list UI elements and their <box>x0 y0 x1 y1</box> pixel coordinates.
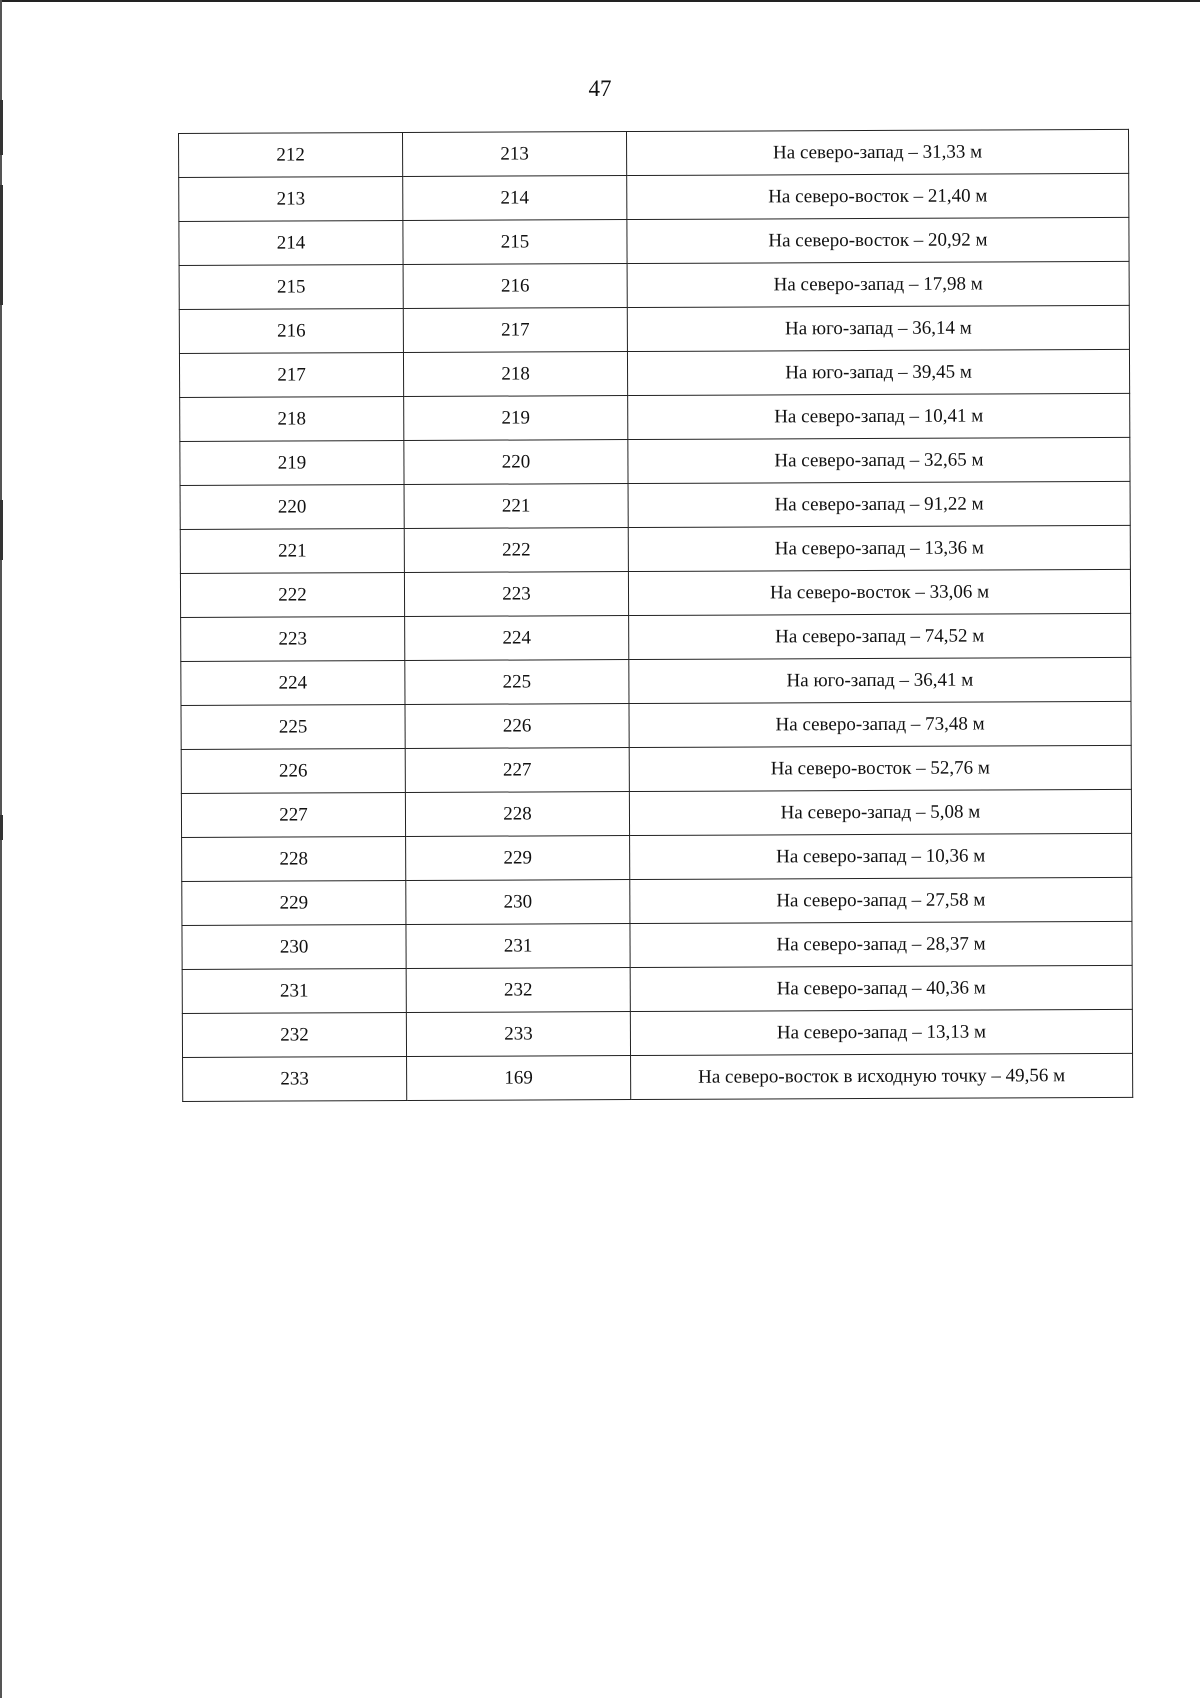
scan-mark <box>0 100 3 155</box>
to-point-cell: 221 <box>404 484 628 529</box>
scan-mark <box>0 500 3 560</box>
segment-description-cell: На северо-запад – 28,37 м <box>630 921 1132 967</box>
to-point-cell: 226 <box>405 704 629 749</box>
table-row <box>180 437 1130 485</box>
scan-mark <box>0 185 3 305</box>
table-row <box>180 393 1130 441</box>
table-row <box>181 789 1131 837</box>
to-point-cell: 216 <box>403 264 627 309</box>
to-point-cell: 219 <box>404 396 628 441</box>
from-point-cell: 226 <box>181 749 405 794</box>
from-point-cell: 223 <box>181 617 405 662</box>
to-point-cell: 169 <box>407 1056 631 1101</box>
segment-description-cell: На юго-запад – 36,14 м <box>627 305 1129 351</box>
table-row <box>179 129 1129 177</box>
segment-description-cell: На северо-запад – 27,58 м <box>630 877 1132 923</box>
table-row <box>182 1009 1132 1057</box>
segment-description-cell: На северо-восток – 20,92 м <box>627 217 1129 263</box>
from-point-cell: 231 <box>182 969 406 1014</box>
segment-description-cell: На северо-запад – 73,48 м <box>629 701 1131 747</box>
table-row <box>181 745 1131 793</box>
to-point-cell: 218 <box>403 352 627 397</box>
table-row <box>182 877 1132 925</box>
to-point-cell: 217 <box>403 308 627 353</box>
table-body <box>179 129 1133 1101</box>
segment-description-cell: На северо-восток – 52,76 м <box>629 745 1131 791</box>
table-row <box>182 965 1132 1013</box>
segment-description-cell: На северо-запад – 40,36 м <box>630 965 1132 1011</box>
from-point-cell: 228 <box>182 837 406 882</box>
from-point-cell: 233 <box>183 1057 407 1102</box>
from-point-cell: 217 <box>179 353 403 398</box>
segment-description-cell: На северо-запад – 17,98 м <box>627 261 1129 307</box>
segment-description-cell: На северо-запад – 5,08 м <box>629 789 1131 835</box>
segment-description-cell: На северо-запад – 13,36 м <box>628 525 1130 571</box>
table-row <box>181 657 1131 705</box>
to-point-cell: 232 <box>406 968 630 1013</box>
table-row <box>182 833 1132 881</box>
from-point-cell: 213 <box>179 177 403 222</box>
to-point-cell: 214 <box>403 176 627 221</box>
segment-description-cell: На северо-запад – 10,36 м <box>630 833 1132 879</box>
to-point-cell: 233 <box>406 1012 630 1057</box>
boundary-segments-table <box>178 129 1133 1102</box>
from-point-cell: 227 <box>181 793 405 838</box>
segment-description-cell: На юго-запад – 39,45 м <box>627 349 1129 395</box>
table-row <box>180 525 1130 573</box>
scan-edge-top <box>0 0 1200 2</box>
from-point-cell: 230 <box>182 925 406 970</box>
segment-description-cell: На северо-запад – 10,41 м <box>628 393 1130 439</box>
table-row <box>181 613 1131 661</box>
table-row <box>179 173 1129 221</box>
from-point-cell: 225 <box>181 705 405 750</box>
page-number: 47 <box>588 76 612 101</box>
to-point-cell: 228 <box>405 792 629 837</box>
from-point-cell: 222 <box>180 573 404 618</box>
to-point-cell: 220 <box>404 440 628 485</box>
segment-description-cell: На северо-восток в исходную точку – 49,56 м <box>631 1053 1133 1099</box>
from-point-cell: 219 <box>180 441 404 486</box>
table-row <box>183 1053 1133 1101</box>
table-row <box>180 481 1130 529</box>
segment-description-cell: На северо-запад – 32,65 м <box>628 437 1130 483</box>
table-row <box>179 349 1129 397</box>
table-row <box>179 261 1129 309</box>
segment-description-cell: На северо-восток – 21,40 м <box>627 173 1129 219</box>
to-point-cell: 224 <box>405 616 629 661</box>
table-row <box>181 701 1131 749</box>
to-point-cell: 227 <box>405 748 629 793</box>
from-point-cell: 220 <box>180 485 404 530</box>
to-point-cell: 215 <box>403 220 627 265</box>
to-point-cell: 223 <box>404 572 628 617</box>
scan-mark <box>0 815 3 840</box>
from-point-cell: 212 <box>179 133 403 178</box>
table-row <box>180 569 1130 617</box>
to-point-cell: 213 <box>403 132 627 177</box>
from-point-cell: 216 <box>179 309 403 354</box>
segment-description-cell: На северо-запад – 31,33 м <box>626 129 1128 175</box>
from-point-cell: 221 <box>180 529 404 574</box>
to-point-cell: 230 <box>406 880 630 925</box>
from-point-cell: 229 <box>182 881 406 926</box>
from-point-cell: 214 <box>179 221 403 266</box>
segment-description-cell: На северо-запад – 13,13 м <box>630 1009 1132 1055</box>
from-point-cell: 232 <box>182 1013 406 1058</box>
to-point-cell: 229 <box>406 836 630 881</box>
segment-description-cell: На северо-запад – 91,22 м <box>628 481 1130 527</box>
from-point-cell: 218 <box>180 397 404 442</box>
segment-description-cell: На северо-восток – 33,06 м <box>628 569 1130 615</box>
to-point-cell: 231 <box>406 924 630 969</box>
to-point-cell: 222 <box>404 528 628 573</box>
from-point-cell: 224 <box>181 661 405 706</box>
to-point-cell: 225 <box>405 660 629 705</box>
table-row <box>179 217 1129 265</box>
segment-description-cell: На северо-запад – 74,52 м <box>629 613 1131 659</box>
table-row <box>182 921 1132 969</box>
from-point-cell: 215 <box>179 265 403 310</box>
segment-description-cell: На юго-запад – 36,41 м <box>629 657 1131 703</box>
table-row <box>179 305 1129 353</box>
